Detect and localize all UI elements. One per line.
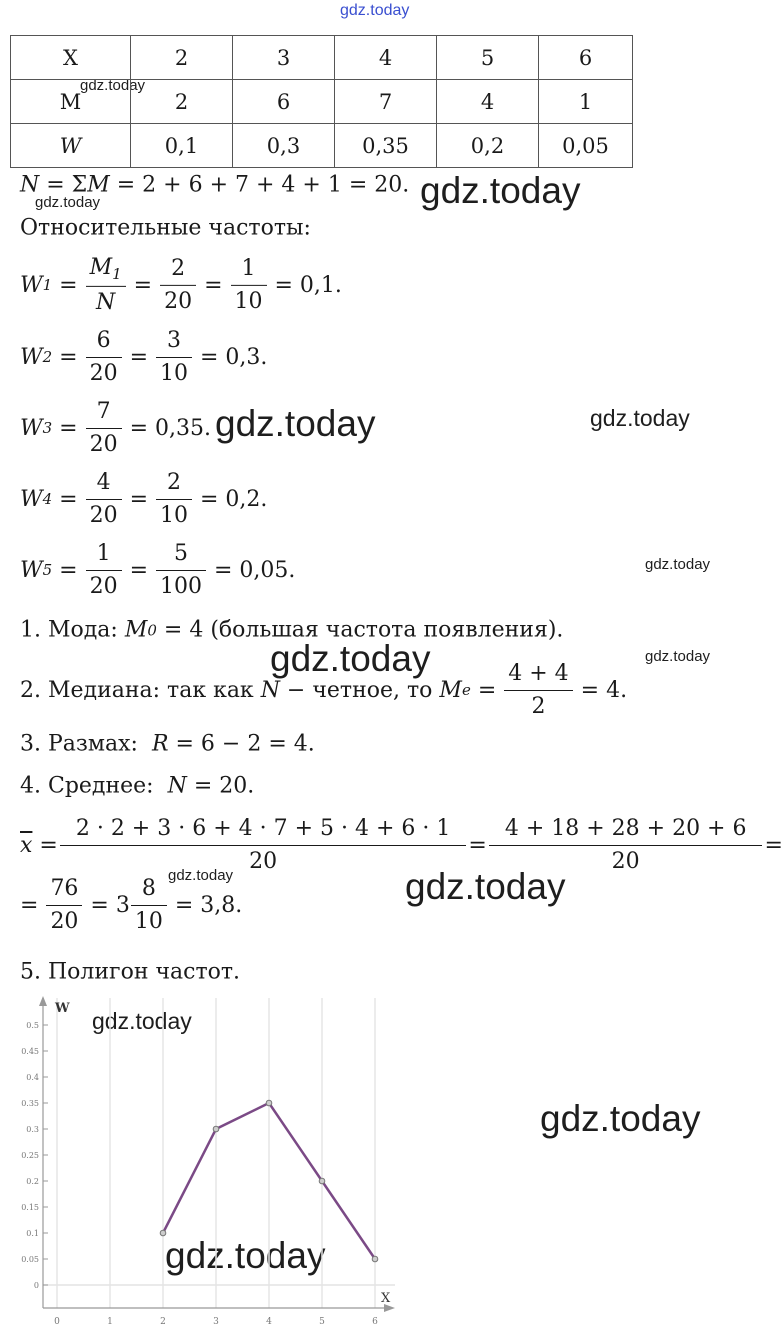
y-tick-label: 0.45 (21, 1047, 39, 1056)
text: 2. Медиана: так как (20, 677, 261, 703)
frequency-polygon-chart (0, 990, 420, 1339)
formula-line (20, 173, 409, 198)
fraction (88, 469, 120, 529)
text: 4. Среднее: (20, 773, 168, 799)
formula-line (20, 398, 211, 458)
denominator (46, 905, 82, 936)
y-tick-label: 0.05 (21, 1255, 39, 1264)
math-variable: M (89, 254, 113, 280)
text: = 3 (83, 892, 130, 918)
table-row (11, 124, 633, 168)
watermark: gdz.today (35, 194, 101, 211)
math-variable: M (439, 677, 462, 703)
y-tick-label: 0 (33, 1281, 39, 1290)
text: = (52, 557, 85, 583)
data-point (372, 1256, 378, 1262)
table-cell: 4 (335, 36, 437, 80)
watermark: gdz.today (80, 77, 146, 94)
fraction (48, 875, 80, 935)
text: 20 (50, 908, 79, 934)
text: = 2 + 6 + 7 + 4 + 1 = 20. (109, 172, 410, 198)
x-tick-label: 2 (160, 1317, 166, 1327)
text: 6 (96, 328, 111, 353)
watermark: gdz.today (645, 648, 711, 665)
formula-line (20, 960, 240, 985)
denominator (231, 285, 267, 316)
text: 1 (96, 541, 111, 566)
y-axis-label: W (55, 1001, 70, 1016)
text: = 0,35. (122, 415, 211, 441)
numerator (95, 540, 113, 570)
watermark: gdz.today (590, 405, 690, 431)
table-cell: 0,3 (233, 124, 335, 168)
y-tick-label: 0.35 (21, 1099, 39, 1108)
text: = 6 − 2 = 4. (168, 731, 315, 757)
watermark: gdz.today (420, 170, 581, 211)
subscript: 4 (42, 490, 53, 508)
y-tick-label: 0.5 (26, 1021, 39, 1030)
text: Относительные частоты: (20, 215, 311, 241)
denominator (489, 845, 763, 876)
text: 3. Размах: (20, 731, 152, 757)
formula-line (20, 618, 563, 643)
denominator (86, 570, 122, 601)
subscript: 2 (42, 348, 53, 366)
watermark: gdz.today (270, 638, 431, 679)
text: = 3,8. (167, 892, 243, 918)
denominator (160, 285, 196, 316)
fraction (88, 540, 120, 600)
table-cell: 5 (437, 36, 539, 80)
frequency-table (10, 35, 633, 168)
table-cell: 0,2 (437, 124, 539, 168)
watermark: gdz.today (645, 556, 711, 573)
y-axis-arrow-icon (39, 996, 47, 1006)
fraction (233, 255, 265, 315)
table-row (11, 80, 633, 124)
table-cell: 2 (131, 80, 233, 124)
text: = (126, 272, 160, 298)
formula-line (20, 732, 315, 757)
watermark: gdz.today (215, 403, 376, 444)
data-point (160, 1230, 166, 1236)
math-variable: R (151, 731, 169, 757)
text: 76 (50, 876, 79, 901)
text: 4 (96, 470, 111, 495)
table-cell: 2 (131, 36, 233, 80)
text: = (20, 892, 46, 918)
text: 8 (141, 876, 156, 901)
numerator (88, 254, 124, 286)
numerator (497, 815, 755, 845)
text: 20 (89, 502, 118, 528)
text: 3 (167, 328, 182, 353)
text: = (122, 344, 156, 370)
math-variable: W (20, 486, 43, 512)
x-tick-label: 1 (107, 1317, 113, 1327)
math-variable: W (20, 344, 43, 370)
text: 2 (167, 470, 182, 495)
text: = (32, 832, 65, 858)
math-variable: W (20, 557, 43, 583)
text: = (461, 832, 494, 858)
text: = 0,1. (267, 272, 342, 298)
table-cell: 0,35 (335, 124, 437, 168)
subscript: 5 (42, 561, 53, 579)
text: = 20. (186, 773, 255, 799)
denominator (86, 499, 122, 530)
math-variable: M (124, 617, 148, 643)
y-tick-label: 0.25 (21, 1151, 39, 1160)
denominator (156, 570, 206, 601)
denominator (156, 357, 192, 388)
numerator (95, 398, 113, 428)
table-cell: 4 (437, 80, 539, 124)
denominator (504, 690, 572, 721)
numerator (169, 255, 187, 285)
denominator (86, 286, 126, 317)
text: = Σ (39, 172, 88, 198)
table-cell: 6 (233, 80, 335, 124)
text: 10 (160, 502, 189, 528)
data-point (319, 1178, 325, 1184)
text: = (52, 272, 85, 298)
y-tick-label: 0.3 (26, 1125, 39, 1134)
math-variable: W (20, 415, 43, 441)
x-tick-label: 3 (213, 1317, 219, 1327)
y-tick-label: 0.15 (21, 1203, 39, 1212)
subscript: 1 (112, 264, 122, 283)
fraction (158, 469, 190, 529)
table-row (11, 36, 633, 80)
data-point (213, 1126, 219, 1132)
text: = 0,2. (193, 486, 268, 512)
fraction (158, 327, 190, 387)
formula-line (20, 540, 295, 600)
text: = (757, 832, 783, 858)
text: = (122, 557, 156, 583)
table-cell: 1 (539, 80, 633, 124)
watermark: gdz.today (92, 1008, 192, 1034)
numerator (68, 815, 459, 845)
numerator (48, 875, 80, 905)
watermark: gdz.today (405, 866, 566, 907)
denominator (156, 499, 192, 530)
text: 1. Мода: (20, 617, 125, 643)
subscript: 0 (147, 621, 157, 639)
text: 20 (89, 573, 118, 599)
formula-line (20, 815, 783, 875)
text: 20 (89, 431, 118, 457)
fraction (88, 398, 120, 458)
formula-line (20, 660, 627, 720)
formula-line (20, 875, 242, 935)
text: 2 (531, 693, 546, 719)
text: = (197, 272, 230, 298)
text: 1 (241, 256, 256, 281)
text: 10 (160, 360, 189, 386)
text: 10 (234, 288, 263, 314)
numerator (165, 327, 183, 357)
formula-line (20, 216, 311, 241)
y-tick-label: 0.4 (26, 1073, 39, 1082)
y-tick-label: 0.1 (26, 1229, 39, 1238)
text: = 0,3. (193, 344, 268, 370)
text: = (52, 486, 85, 512)
subscript: e (461, 681, 471, 699)
row-header: X (11, 36, 131, 80)
data-point (266, 1100, 272, 1106)
table-cell: 6 (539, 36, 633, 80)
text: 5 (174, 541, 189, 566)
text: = 4. (573, 677, 628, 703)
math-variable: N (96, 289, 116, 315)
formula-line (20, 327, 267, 387)
x-axis-label: X (381, 1291, 391, 1306)
x-tick-label: 0 (54, 1317, 60, 1327)
x-tick-label: 6 (372, 1317, 378, 1327)
text: = (52, 415, 85, 441)
fraction (68, 815, 459, 875)
numerator (240, 255, 258, 285)
text: 20 (89, 360, 118, 386)
watermark: gdz.today (540, 1098, 701, 1139)
formula-line (20, 469, 267, 529)
x-tick-label: 4 (266, 1317, 272, 1327)
formula-line (20, 254, 342, 316)
subscript: 1 (42, 276, 53, 294)
math-variable: N (167, 773, 187, 799)
math-variable: N (20, 172, 40, 198)
denominator (131, 905, 167, 936)
numerator (95, 327, 113, 357)
row-header: M (11, 80, 131, 124)
text: 20 (611, 848, 640, 874)
table-cell: 0,05 (539, 124, 633, 168)
denominator (60, 845, 467, 876)
fraction (497, 815, 755, 875)
denominator (86, 428, 122, 459)
fraction (133, 875, 165, 935)
numerator (140, 875, 158, 905)
text: 20 (249, 848, 278, 874)
math-variable: W (20, 272, 43, 298)
text: 5. Полигон частот. (20, 959, 241, 985)
watermark: gdz.today (340, 2, 410, 19)
watermark: gdz.today (168, 867, 234, 884)
numerator (506, 660, 570, 690)
text: 10 (134, 908, 163, 934)
math-variable: M (87, 172, 110, 198)
denominator (86, 357, 122, 388)
text: 2 (171, 256, 186, 281)
table-cell: 0,1 (131, 124, 233, 168)
subscript: 3 (42, 419, 53, 437)
watermark: gdz.today (165, 1235, 326, 1276)
text: 7 (96, 399, 111, 424)
text: = (122, 486, 156, 512)
text: 4 + 18 + 28 + 20 + 6 (504, 816, 747, 841)
row-header: W (11, 124, 131, 168)
math-variable: N (260, 677, 280, 703)
text: = 4 (большая частота появления). (156, 617, 564, 643)
fraction (506, 660, 570, 720)
table-cell: 7 (335, 80, 437, 124)
x-tick-label: 5 (319, 1317, 325, 1327)
fraction (88, 327, 120, 387)
y-tick-label: 0.2 (26, 1177, 39, 1186)
text: = (470, 677, 504, 703)
text: = 0,05. (207, 557, 296, 583)
numerator (172, 540, 190, 570)
text: 20 (164, 288, 193, 314)
fraction (162, 255, 194, 315)
numerator (165, 469, 183, 499)
numerator (95, 469, 113, 499)
text: 4 + 4 (508, 661, 569, 686)
formula-line (20, 774, 254, 799)
text: 2 · 2 + 3 · 6 + 4 · 7 + 5 · 4 + 6 · 1 (75, 816, 451, 841)
text: 100 (160, 573, 203, 599)
mean-symbol: $\overline{x}$ (20, 832, 33, 858)
text: = (52, 344, 85, 370)
text: − четное, то (279, 677, 440, 703)
fraction (88, 254, 124, 316)
table-cell: 3 (233, 36, 335, 80)
fraction (158, 540, 204, 600)
